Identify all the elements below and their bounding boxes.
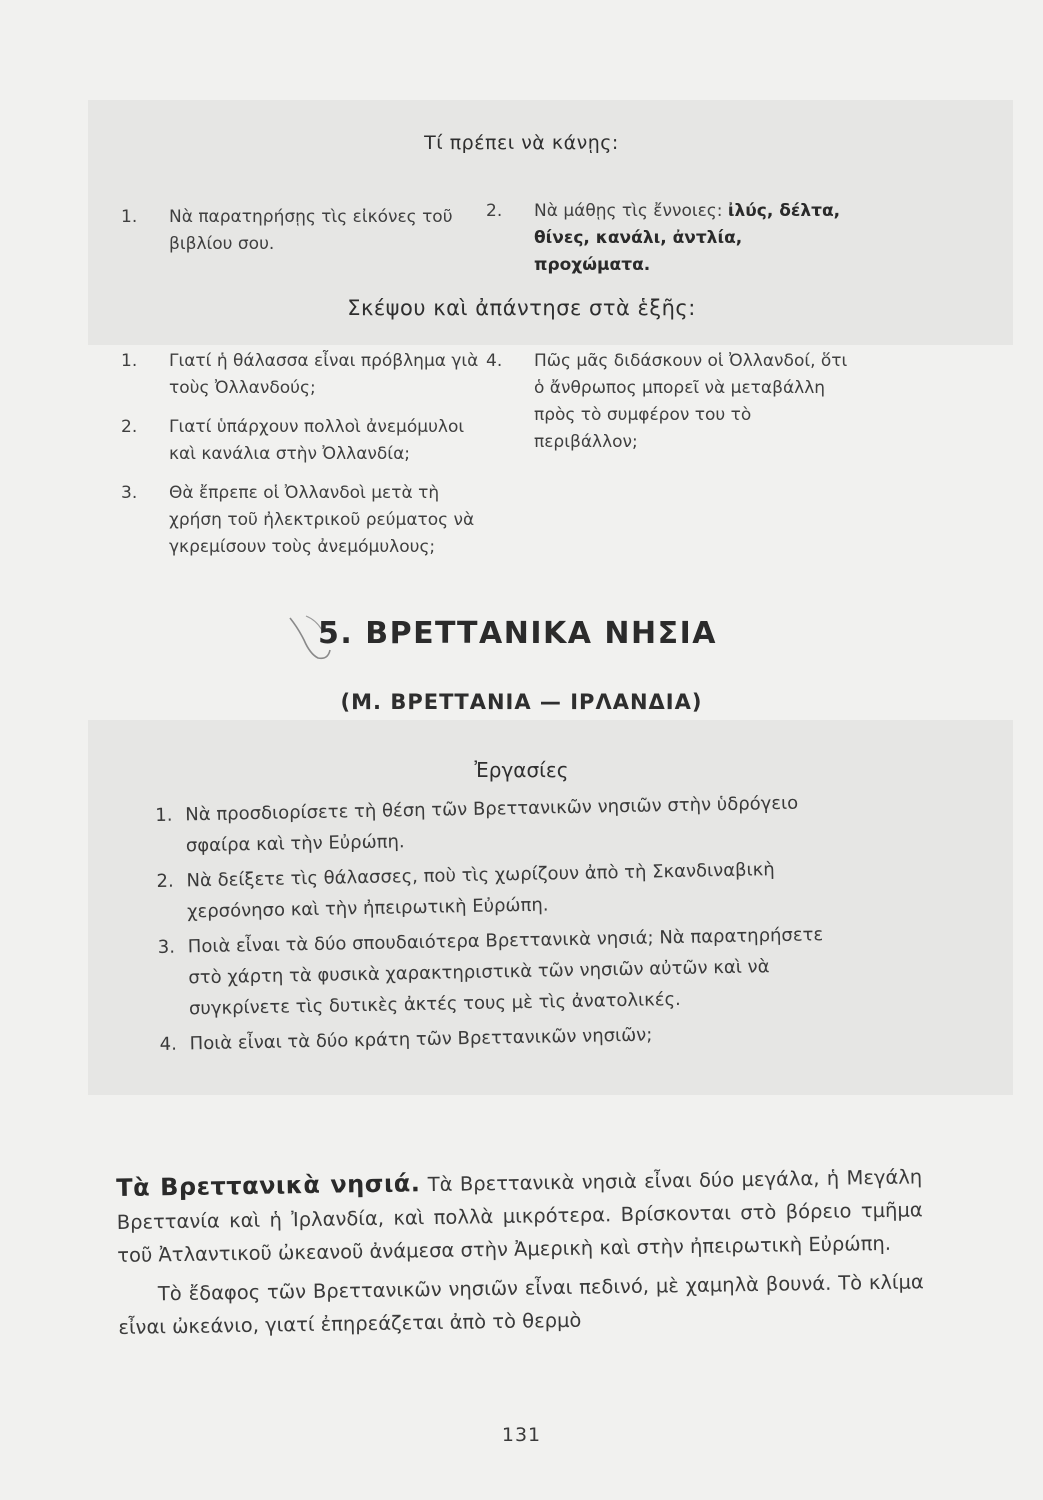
body-text [116,1159,925,1344]
task-item [156,853,857,928]
questions-right-column [486,348,850,468]
todo-item-text: Νὰ μάθῃς τὶς ἔννοιες: [534,201,723,221]
question-item [121,480,485,561]
tasks-list [155,787,860,1064]
task-number: 2. [156,870,174,892]
tasks-heading: Ἐργασίες [474,758,569,782]
chapter-title: 5. ΒΡΕΤΤΑΝΙΚΑ ΝΗΣΙΑ [318,616,717,651]
question-item [121,414,485,468]
page-number: 131 [501,1424,542,1446]
task-number: 4. [159,1033,178,1055]
task-number: 3. [157,936,176,958]
body-paragraph-2: Τὸ ἔδαφος τῶν Βρεττανικῶν νησιῶν εἶναι πεδινό, μὲ χαμηλὰ βουνά. Τὸ κλίμα εἶναι ὠκεάνιο, γιατί ἐπηρεάζεται ἀπὸ τὸ θερμὸ [118,1270,925,1339]
task-item [155,787,856,862]
chapter-subtitle: (Μ. ΒΡΕΤΤΑΝΙΑ — ΙΡΛΑΝΔΙΑ) [340,690,703,714]
todo-item-terms: ἰλύς, δέλτα, θίνες, κανάλι, ἀντλία, προχώματα. [534,201,841,275]
task-text: Ποιὰ εἶναι τὰ δύο σπουδαιότερα Βρεττανικὰ νησιά; Νὰ παρατηρήσετε στὸ χάρτη τὰ φυσικὰ χαρακτηριστικὰ τῶν νησιῶν αὐτῶν καὶ νὰ συγκρίνετε τὶς δυτικὲς ἀκτές τους μὲ τὶς ἀνατολικές. [187,924,824,1020]
todo-item-text: Νὰ παρατηρήσῃς τὶς εἰκόνες τοῦ βιβλίου σου. [169,207,453,254]
question-item [486,348,850,456]
question-number: 1. [121,351,138,371]
task-text: Ποιὰ εἶναι τὰ δύο κράτη τῶν Βρεττανικῶν νησιῶν; [189,1024,653,1055]
think-answer-heading: Σκέψου καὶ ἀπάντησε στὰ ἑξῆς: [347,296,696,320]
task-text: Νὰ προσδιορίσετε τὴ θέση τῶν Βρεττανικῶν νησιῶν στὴν ὑδρόγειο σφαίρα καὶ τὴν Εὐρώπη. [185,792,799,857]
question-text: Πῶς μᾶς διδάσκουν οἱ Ὀλλανδοί, ὅτι ὁ ἄνθρωπος μπορεῖ νὰ μεταβάλλη πρὸς τὸ συμφέρον του τὸ περιβάλλον; [534,351,848,452]
task-number: 1. [155,804,173,826]
paragraph-text: Τὰ Βρεττανικὰ νησιὰ εἶναι δύο μεγάλα, ἡ Μεγάλη Βρεττανία καὶ ἡ Ἰρλανδία, καὶ πολλὰ μικρότερα. Βρίσκονται στὸ βόρειο τμῆμα τοῦ Ἀτλαντικοῦ ὠκεανοῦ ἀνάμεσα στὴν Ἀμερικὴ καὶ στὴν ἠπειρωτικὴ Εὐρώπη. [116,1165,923,1267]
todo-item-number: 1. [121,207,138,227]
todo-item-1 [121,204,475,258]
todo-item-2 [486,198,850,279]
question-number: 3. [121,483,138,503]
task-text: Νὰ δείξετε τὶς θάλασσες, ποὺ τὶς χωρίζουν ἀπὸ τὴ Σκανδιναβικὴ χερσόνησο καὶ τὴν ἠπειρωτικὴ Εὐρώπη. [186,859,775,923]
what-to-do-heading: Τί πρέπει νὰ κάνῃς: [424,132,619,154]
body-paragraph-1 [116,1159,923,1272]
todo-item-number: 2. [486,201,503,221]
question-item [121,348,485,402]
questions-left-column [121,348,485,573]
question-text: Γιατί ἡ θάλασσα εἶναι πρόβλημα γιὰ τοὺς Ὀλλανδούς; [169,351,479,398]
question-text: Γιατί ὑπάρχουν πολλοὶ ἀνεμόμυλοι καὶ κανάλια στὴν Ὀλλανδία; [169,417,465,464]
question-text: Θὰ ἔπρεπε οἱ Ὀλλανδοὶ μετὰ τὴ χρήση τοῦ ἠλεκτρικοῦ ρεύματος νὰ γκρεμίσουν τοὺς ἀνεμόμυλους; [169,483,475,557]
task-item [158,919,860,1025]
question-number: 4. [486,351,503,371]
section-lead: Τὰ Βρεττανικὰ νησιά. [116,1169,421,1202]
question-number: 2. [121,417,138,437]
